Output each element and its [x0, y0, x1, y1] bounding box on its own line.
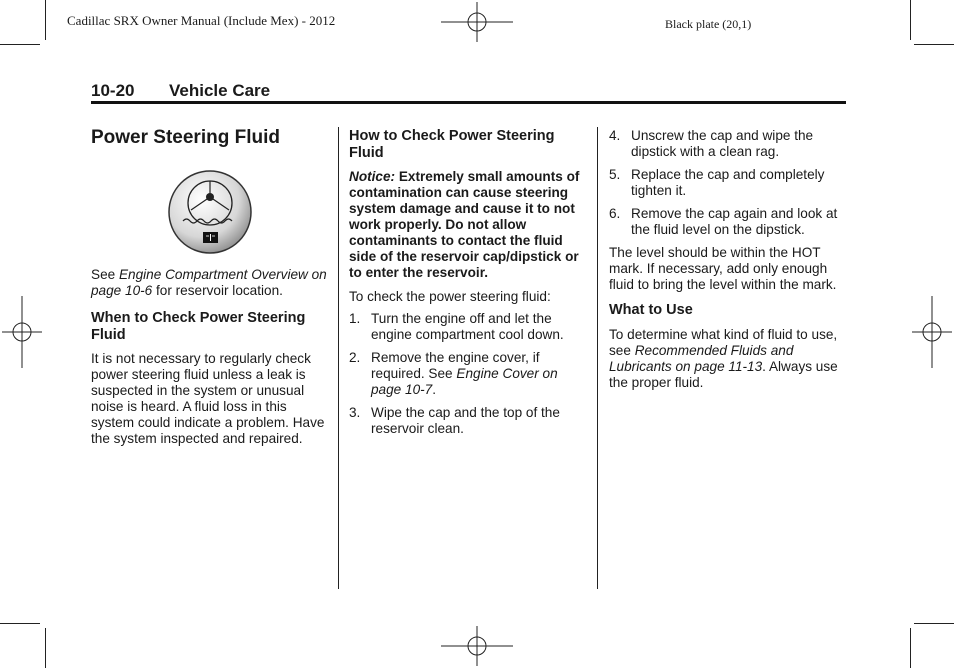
- registration-mark-left: [2, 296, 42, 368]
- step-text: Remove the cap again and look at the fluid level on the dipstick.: [631, 206, 838, 237]
- step-text: .: [432, 382, 437, 397]
- list-item: [349, 350, 589, 398]
- column-divider: [338, 127, 339, 589]
- step-number: 1.: [349, 311, 361, 326]
- list-item: [609, 128, 849, 160]
- notice-label: Notice:: [349, 169, 396, 184]
- header-rule: [91, 101, 846, 104]
- section-heading: [91, 81, 270, 101]
- step-text: Turn the engine off and let the engine compartment cool down.: [371, 311, 564, 342]
- section-number: 10-20: [91, 81, 135, 100]
- list-item: [609, 167, 849, 199]
- list-item: [349, 311, 589, 343]
- power-steering-fluid-icon: [167, 169, 253, 255]
- crop-mark: [0, 44, 40, 45]
- plate-label: Black plate (20,1): [665, 17, 752, 31]
- notice: [349, 169, 589, 281]
- paragraph: The level should be within the HOT mark. If necessary, add only enough fluid to bring the level within the mark.: [609, 245, 837, 292]
- step-number: 4.: [609, 128, 621, 143]
- step-number: 5.: [609, 167, 621, 182]
- list-item: [609, 206, 849, 238]
- crop-mark: [0, 623, 40, 624]
- list-item: [349, 405, 589, 437]
- section-title: Vehicle Care: [169, 81, 271, 100]
- step-number: 3.: [349, 405, 361, 420]
- registration-mark-top: [441, 2, 513, 42]
- subheading-how-to-check: How to Check Power Steering Fluid: [349, 128, 555, 161]
- cross-reference-link[interactable]: Engine Cover on page 10-7: [371, 366, 558, 397]
- step-text: Wipe the cap and the top of the reservoir clean.: [371, 405, 560, 436]
- document-title: Cadillac SRX Owner Manual (Include Mex) - 2012: [67, 13, 336, 28]
- steps-intro: To check the power steering fluid:: [349, 289, 551, 304]
- crop-mark: [914, 623, 954, 624]
- reservoir-location-note: [91, 267, 331, 299]
- crop-mark: [45, 628, 46, 668]
- registration-mark-right: [912, 296, 952, 368]
- see-prefix: See: [91, 267, 119, 282]
- column-3: [609, 128, 849, 391]
- registration-mark-bottom: [441, 626, 513, 666]
- crop-mark: [45, 0, 46, 40]
- step-number: 6.: [609, 206, 621, 221]
- paragraph: [609, 327, 849, 391]
- steps-list: [609, 128, 849, 238]
- cross-reference-link[interactable]: Recommended Fluids and Lubricants on page 11-13: [609, 343, 794, 374]
- column-divider: [597, 127, 598, 589]
- step-text: Unscrew the cap and wipe the dipstick with a clean rag.: [631, 128, 814, 159]
- crop-mark: [910, 628, 911, 668]
- subheading-when-to-check: When to Check Power Steering Fluid: [91, 310, 306, 343]
- step-text: Remove the engine cover, if required. See: [371, 350, 540, 381]
- step-number: 2.: [349, 350, 361, 365]
- crop-mark: [910, 0, 911, 40]
- cross-reference-link[interactable]: Engine Compartment Overview on page 10-6: [91, 267, 327, 298]
- column-2: [349, 128, 589, 437]
- topic-title: Power Steering Fluid: [91, 127, 280, 148]
- paragraph: It is not necessary to regularly check power steering fluid unless a leak is suspected in the system or unusual noise is heard. A fluid loss in this system could indicate a problem. Have the system inspected and repaired.: [91, 351, 325, 446]
- notice-text: Extremely small amounts of contamination can cause steering system damage and cause it to not work properly. Do not allow contaminants to contact the fluid side of the reservoir cap/dipstick or to enter the reservoir.: [349, 169, 580, 280]
- step-text: Replace the cap and completely tighten it.: [631, 167, 825, 198]
- steps-list: [349, 311, 589, 437]
- column-1: [91, 127, 331, 447]
- paragraph-text: To determine what kind of fluid to use, see: [609, 327, 838, 358]
- paragraph-text: . Always use the proper fluid.: [609, 359, 838, 390]
- subheading-what-to-use: What to Use: [609, 302, 693, 318]
- crop-mark: [914, 44, 954, 45]
- see-suffix: for reservoir location.: [152, 283, 283, 298]
